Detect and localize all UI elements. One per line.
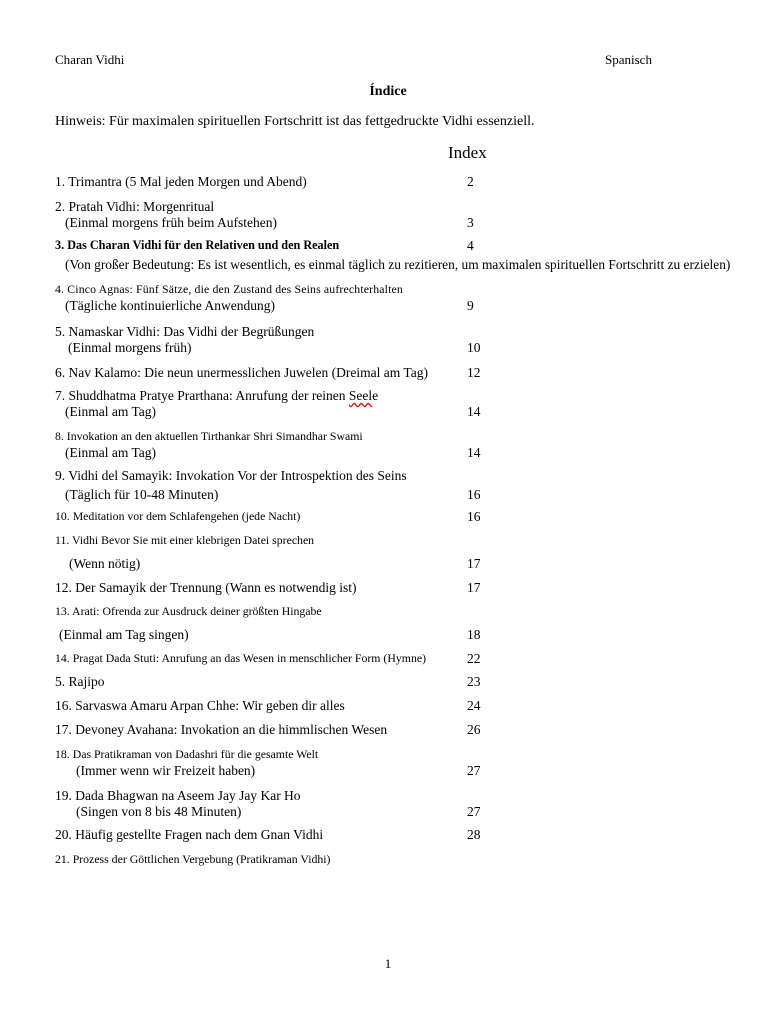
entry-title: 2. Pratah Vidhi: Morgenritual bbox=[55, 199, 215, 214]
entry-subtitle: (Immer wenn wir Freizeit haben) bbox=[76, 763, 256, 778]
entry-title: 4. Cinco Agnas: Fünf Sätze, die den Zustand des Seins aufrechterhalten bbox=[55, 282, 403, 296]
entry-subtitle: (Einmal morgens früh) bbox=[68, 340, 192, 355]
entry-page: 17 bbox=[467, 556, 481, 571]
entry-title: 12. Der Samayik der Trennung (Wann es notwendig ist) bbox=[55, 580, 357, 595]
entry-subtitle: (Einmal am Tag) bbox=[65, 404, 157, 419]
entry-page: 17 bbox=[467, 580, 481, 595]
entry-page: 24 bbox=[467, 698, 481, 713]
entry-title: 11. Vidhi Bevor Sie mit einer klebrigen Datei sprechen bbox=[55, 533, 315, 547]
entry-subtitle: (Singen von 8 bis 48 Minuten) bbox=[76, 804, 242, 819]
page-number: 1 bbox=[384, 956, 392, 971]
entry-title: 19. Dada Bhagwan na Aseem Jay Jay Kar Ho bbox=[55, 788, 301, 803]
entry-subtitle: (Wenn nötig) bbox=[69, 556, 141, 571]
entry-title: 16. Sarvaswa Amaru Arpan Chhe: Wir geben dir alles bbox=[55, 698, 345, 713]
entry-subtitle: (Tägliche kontinuierliche Anwendung) bbox=[65, 298, 275, 313]
entry-title: 8. Invokation an den aktuellen Tirthankar Shri Simandhar Swami bbox=[55, 429, 363, 443]
entry-title-part: 7. Shuddhatma Pratye Prarthana: Anrufung der reinen bbox=[55, 388, 349, 403]
entry-page: 22 bbox=[467, 651, 481, 666]
entry-title: 17. Devoney Avahana: Invokation an die himmlischen Wesen bbox=[55, 722, 388, 737]
entry-title: 13. Arati: Ofrenda zur Ausdruck deiner größten Hingabe bbox=[55, 604, 322, 618]
entry-page: 27 bbox=[467, 804, 481, 819]
entry-page: 9 bbox=[467, 298, 474, 313]
entry-page: 14 bbox=[467, 404, 481, 419]
entry-page: 28 bbox=[467, 827, 481, 842]
entry-page: 16 bbox=[467, 509, 481, 524]
entry-title-part: e bbox=[372, 388, 379, 403]
entry-subtitle: (Einmal am Tag) bbox=[65, 445, 157, 460]
entry-title: 18. Das Pratikraman von Dadashri für die gesamte Welt bbox=[55, 747, 319, 761]
entry-title: 1. Trimantra (5 Mal jeden Morgen und Abend) bbox=[55, 174, 307, 189]
entry-title: 5. Rajipo bbox=[55, 674, 105, 689]
entry-subtitle: (Von großer Bedeutung: Es ist wesentlich, es einmal täglich zu rezitieren, um maximalen spirituellen Fortschritt zu erzielen) bbox=[65, 257, 731, 272]
entry-page: 16 bbox=[467, 487, 481, 502]
entry-title: 6. Nav Kalamo: Die neun unermesslichen Juwelen (Dreimal am Tag) bbox=[55, 365, 428, 380]
entry-title: 10. Meditation vor dem Schlafengehen (jede Nacht) bbox=[55, 509, 301, 523]
entry-subtitle: (Einmal morgens früh beim Aufstehen) bbox=[65, 215, 277, 230]
header-right-language: Spanisch bbox=[605, 52, 652, 67]
entry-page: 14 bbox=[467, 445, 481, 460]
entry-page: 12 bbox=[467, 365, 481, 380]
entry-page: 26 bbox=[467, 722, 481, 737]
entry-subtitle: (Täglich für 10-48 Minuten) bbox=[65, 487, 219, 502]
entry-title: 3. Das Charan Vidhi für den Relativen und den Realen bbox=[55, 238, 340, 252]
entry-page: 27 bbox=[467, 763, 481, 778]
entry-title: 14. Pragat Dada Stuti: Anrufung an das Wesen in menschlicher Form (Hymne) bbox=[55, 651, 427, 665]
entry-title: 9. Vidhi del Samayik: Invokation Vor der Introspektion des Seins bbox=[55, 468, 407, 483]
entry-title bbox=[55, 387, 378, 404]
entry-page: 18 bbox=[467, 627, 481, 642]
entry-page: 3 bbox=[467, 215, 474, 230]
index-heading: Index bbox=[448, 143, 487, 162]
page-title: Índice bbox=[369, 84, 407, 99]
note-text: Hinweis: Für maximalen spirituellen Fortschritt ist das fettgedruckte Vidhi essenziell. bbox=[55, 114, 535, 129]
entry-title: 5. Namaskar Vidhi: Das Vidhi der Begrüßungen bbox=[55, 324, 315, 339]
entry-page: 2 bbox=[467, 174, 474, 189]
header-left-title: Charan Vidhi bbox=[55, 52, 125, 67]
entry-page: 23 bbox=[467, 674, 481, 689]
entry-subtitle: (Einmal am Tag singen) bbox=[59, 627, 189, 642]
entry-page: 10 bbox=[467, 340, 481, 355]
entry-title: 21. Prozess der Göttlichen Vergebung (Pratikraman Vidhi) bbox=[55, 852, 331, 866]
entry-page: 4 bbox=[467, 238, 474, 253]
entry-title: 20. Häufig gestellte Fragen nach dem Gnan Vidhi bbox=[55, 827, 324, 842]
spellcheck-marked-word: Seel bbox=[348, 388, 373, 403]
